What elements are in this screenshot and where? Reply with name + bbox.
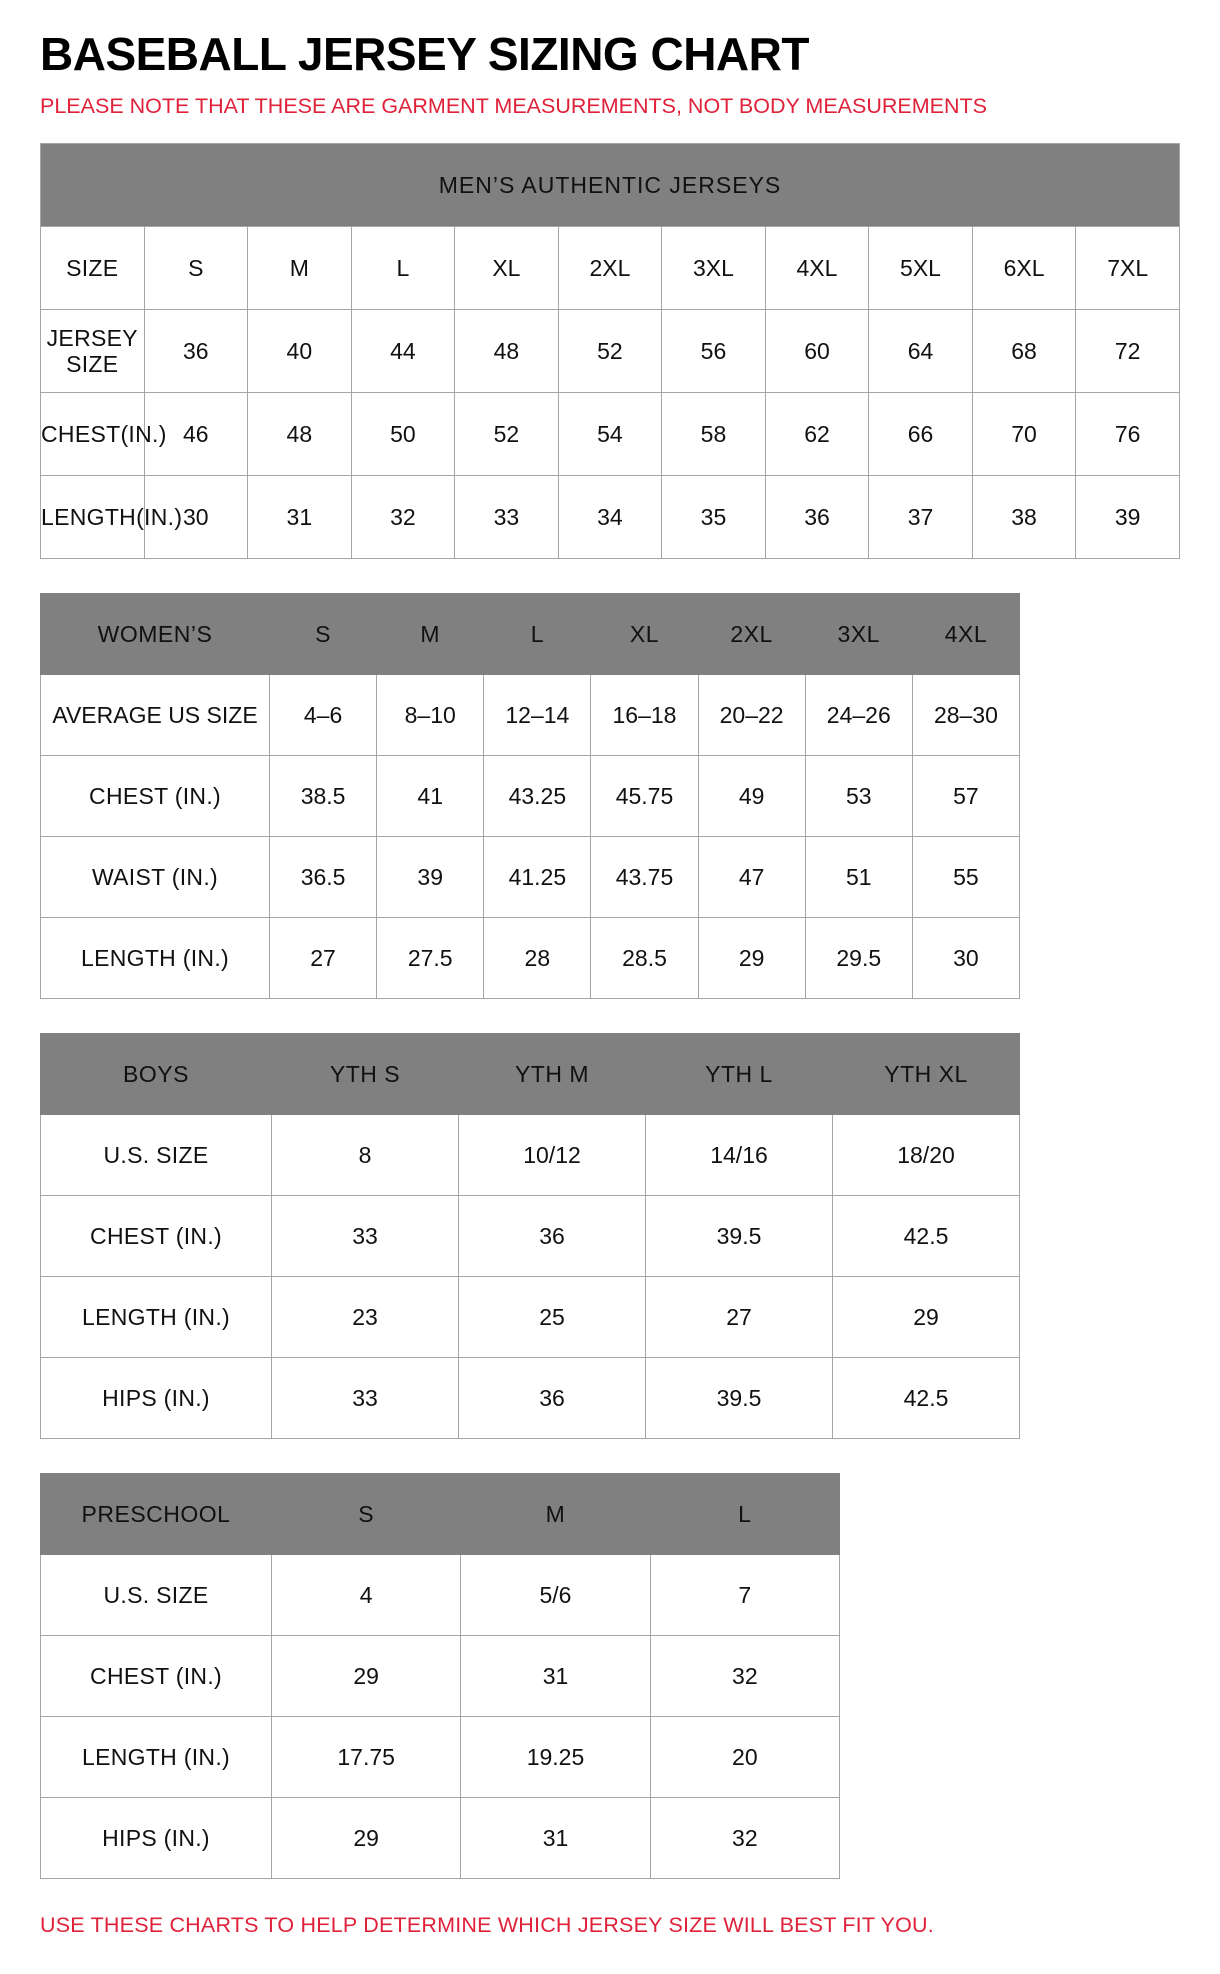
cell: 8 — [272, 1115, 459, 1196]
cell: 52 — [455, 393, 559, 476]
cell: 31 — [461, 1798, 650, 1879]
cell: 49 — [698, 756, 805, 837]
cell: L — [351, 227, 455, 310]
cell: 34 — [558, 476, 662, 559]
column-header: 4XL — [912, 594, 1019, 675]
boys-sizing-table — [40, 1033, 1020, 1439]
row-label: HIPS (IN.) — [41, 1358, 272, 1439]
row-label: CHEST (IN.) — [41, 756, 270, 837]
mens-table-body — [41, 144, 1180, 559]
cell: 29 — [833, 1277, 1020, 1358]
table-row — [41, 1636, 840, 1717]
cell: 28 — [484, 918, 591, 999]
cell: 53 — [805, 756, 912, 837]
cell: 46 — [144, 393, 248, 476]
table-row — [41, 1196, 1020, 1277]
cell: 48 — [248, 393, 352, 476]
cell: 39.5 — [646, 1358, 833, 1439]
cell: 45.75 — [591, 756, 698, 837]
table-row — [41, 1717, 840, 1798]
column-header: BOYS — [41, 1034, 272, 1115]
womens-sizing-table — [40, 593, 1020, 999]
cell: 32 — [650, 1798, 839, 1879]
column-header: 3XL — [805, 594, 912, 675]
preschool-sizing-table — [40, 1473, 840, 1879]
row-label: LENGTH (IN.) — [41, 1277, 272, 1358]
cell: 29 — [272, 1636, 461, 1717]
cell: 60 — [765, 310, 869, 393]
cell: 4XL — [765, 227, 869, 310]
preschool-table-body — [41, 1474, 840, 1879]
cell: 17.75 — [272, 1717, 461, 1798]
cell: 52 — [558, 310, 662, 393]
cell: 14/16 — [646, 1115, 833, 1196]
cell: 56 — [662, 310, 766, 393]
cell: 40 — [248, 310, 352, 393]
cell: 51 — [805, 837, 912, 918]
cell: 47 — [698, 837, 805, 918]
column-header: S — [272, 1474, 461, 1555]
cell: 27 — [270, 918, 377, 999]
cell: 43.25 — [484, 756, 591, 837]
column-header: PRESCHOOL — [41, 1474, 272, 1555]
table-row — [41, 918, 1020, 999]
cell: 36 — [765, 476, 869, 559]
preschool-header-row — [41, 1474, 840, 1555]
cell: 32 — [650, 1636, 839, 1717]
cell: 64 — [869, 310, 973, 393]
cell: 19.25 — [461, 1717, 650, 1798]
row-label: SIZE — [41, 227, 145, 310]
table-row — [41, 837, 1020, 918]
cell: 43.75 — [591, 837, 698, 918]
column-header: L — [650, 1474, 839, 1555]
row-label: LENGTH(IN.) — [41, 476, 145, 559]
table-row — [41, 1555, 840, 1636]
womens-table-body — [41, 594, 1020, 999]
row-label: CHEST (IN.) — [41, 1196, 272, 1277]
cell: 42.5 — [833, 1196, 1020, 1277]
cell: 31 — [461, 1636, 650, 1717]
cell: 12–14 — [484, 675, 591, 756]
mens-banner-row — [41, 144, 1180, 227]
cell: S — [144, 227, 248, 310]
cell: 30 — [912, 918, 1019, 999]
cell: 30 — [144, 476, 248, 559]
table-row — [41, 1358, 1020, 1439]
cell: 72 — [1076, 310, 1180, 393]
womens-header-row — [41, 594, 1020, 675]
cell: 38 — [972, 476, 1076, 559]
column-header: WOMEN’S — [41, 594, 270, 675]
measurement-note: PLEASE NOTE THAT THESE ARE GARMENT MEASUREMENTS, NOT BODY MEASUREMENTS — [40, 94, 987, 119]
cell: 7XL — [1076, 227, 1180, 310]
column-header: YTH L — [646, 1034, 833, 1115]
cell: 42.5 — [833, 1358, 1020, 1439]
table-row — [41, 227, 1180, 310]
column-header: M — [461, 1474, 650, 1555]
cell: 36.5 — [270, 837, 377, 918]
cell: 36 — [144, 310, 248, 393]
cell: 3XL — [662, 227, 766, 310]
row-label: CHEST(IN.) — [41, 393, 145, 476]
cell: 76 — [1076, 393, 1180, 476]
row-label: JERSEY SIZE — [41, 310, 145, 393]
table-row — [41, 675, 1020, 756]
cell: M — [248, 227, 352, 310]
cell: 23 — [272, 1277, 459, 1358]
cell: 28–30 — [912, 675, 1019, 756]
cell: 5/6 — [461, 1555, 650, 1636]
cell: 54 — [558, 393, 662, 476]
cell: 5XL — [869, 227, 973, 310]
column-header: YTH XL — [833, 1034, 1020, 1115]
cell: 25 — [459, 1277, 646, 1358]
cell: 57 — [912, 756, 1019, 837]
cell: 33 — [272, 1196, 459, 1277]
cell: 37 — [869, 476, 973, 559]
cell: 36 — [459, 1196, 646, 1277]
cell: 4–6 — [270, 675, 377, 756]
cell: 50 — [351, 393, 455, 476]
cell: 33 — [272, 1358, 459, 1439]
column-header: S — [270, 594, 377, 675]
cell: 58 — [662, 393, 766, 476]
cell: 33 — [455, 476, 559, 559]
table-row — [41, 1277, 1020, 1358]
column-header: YTH S — [272, 1034, 459, 1115]
cell: 27.5 — [377, 918, 484, 999]
cell: 55 — [912, 837, 1019, 918]
column-header: L — [484, 594, 591, 675]
cell: 20–22 — [698, 675, 805, 756]
cell: 20 — [650, 1717, 839, 1798]
cell: 36 — [459, 1358, 646, 1439]
page-title: BASEBALL JERSEY SIZING CHART — [40, 28, 809, 80]
cell: 8–10 — [377, 675, 484, 756]
boys-table-body — [41, 1034, 1020, 1439]
cell: 70 — [972, 393, 1076, 476]
row-label: U.S. SIZE — [41, 1555, 272, 1636]
column-header: YTH M — [459, 1034, 646, 1115]
table-row — [41, 310, 1180, 393]
cell: 68 — [972, 310, 1076, 393]
cell: 29 — [272, 1798, 461, 1879]
cell: 44 — [351, 310, 455, 393]
cell: 6XL — [972, 227, 1076, 310]
table-row — [41, 756, 1020, 837]
row-label: U.S. SIZE — [41, 1115, 272, 1196]
cell: 41.25 — [484, 837, 591, 918]
cell: 29 — [698, 918, 805, 999]
table-row — [41, 393, 1180, 476]
cell: 27 — [646, 1277, 833, 1358]
table-row — [41, 476, 1180, 559]
row-label: LENGTH (IN.) — [41, 1717, 272, 1798]
cell: 2XL — [558, 227, 662, 310]
cell: 39.5 — [646, 1196, 833, 1277]
cell: 39 — [377, 837, 484, 918]
cell: 28.5 — [591, 918, 698, 999]
boys-header-row — [41, 1034, 1020, 1115]
cell: 7 — [650, 1555, 839, 1636]
column-header: M — [377, 594, 484, 675]
cell: 62 — [765, 393, 869, 476]
cell: 10/12 — [459, 1115, 646, 1196]
cell: 32 — [351, 476, 455, 559]
column-header: 2XL — [698, 594, 805, 675]
cell: 24–26 — [805, 675, 912, 756]
table-row — [41, 1798, 840, 1879]
cell: 38.5 — [270, 756, 377, 837]
mens-banner-label: MEN’S AUTHENTIC JERSEYS — [41, 144, 1180, 227]
cell: 39 — [1076, 476, 1180, 559]
cell: 35 — [662, 476, 766, 559]
table-row — [41, 1115, 1020, 1196]
column-header: XL — [591, 594, 698, 675]
row-label: CHEST (IN.) — [41, 1636, 272, 1717]
row-label: AVERAGE US SIZE — [41, 675, 270, 756]
mens-sizing-table — [40, 143, 1180, 559]
cell: 31 — [248, 476, 352, 559]
cell: 18/20 — [833, 1115, 1020, 1196]
footer-note: USE THESE CHARTS TO HELP DETERMINE WHICH JERSEY SIZE WILL BEST FIT YOU. — [40, 1913, 934, 1938]
cell: 16–18 — [591, 675, 698, 756]
row-label: WAIST (IN.) — [41, 837, 270, 918]
cell: 66 — [869, 393, 973, 476]
cell: 48 — [455, 310, 559, 393]
cell: XL — [455, 227, 559, 310]
cell: 29.5 — [805, 918, 912, 999]
row-label: LENGTH (IN.) — [41, 918, 270, 999]
row-label: HIPS (IN.) — [41, 1798, 272, 1879]
cell: 41 — [377, 756, 484, 837]
cell: 4 — [272, 1555, 461, 1636]
